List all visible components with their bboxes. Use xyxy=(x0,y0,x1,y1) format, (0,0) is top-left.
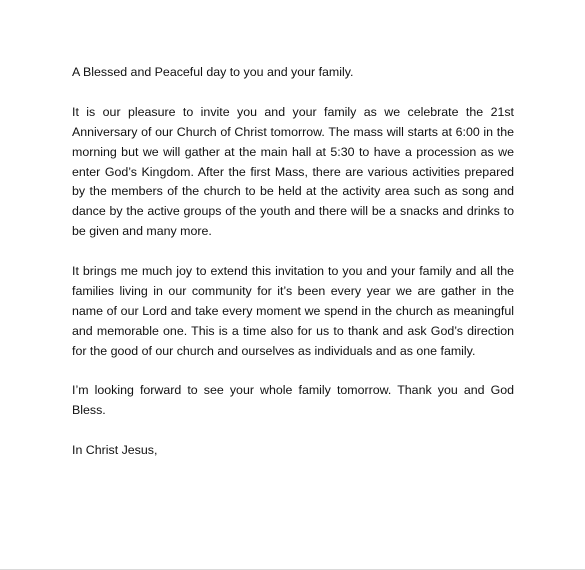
letter-body xyxy=(72,63,514,481)
letter-paragraph-thanks: I’m looking forward to see your whole family tomorrow. Thank you and God Bless. xyxy=(72,383,514,418)
letter-paragraph-community: It brings me much joy to extend this invitation to you and your family and all the families living in our community for it’s been every year we are gather in the name of our Lord and take every moment we spend in the church as meaningful and memorable one. This is a time also for us to thank and ask God’s direction for the good of our church and ourselves as individuals and as one family. xyxy=(72,264,514,358)
letter-greeting: A Blessed and Peaceful day to you and your family. xyxy=(72,65,354,79)
letter-closing: In Christ Jesus, xyxy=(72,443,158,458)
letter-paragraph-invitation: It is our pleasure to invite you and your family as we celebrate the 21st Anniversary of our Church of Christ tomorrow. The mass will starts at 6:00 in the morning but we will gather at the main hall at 5:30 to have a procession as we enter God’s Kingdom. After the first Mass, there are various activities prepared by the members of the church to be held at the activity area such as song and dance by the active groups of the youth and there will be a snacks and drinks to be given and many more. xyxy=(72,104,514,239)
